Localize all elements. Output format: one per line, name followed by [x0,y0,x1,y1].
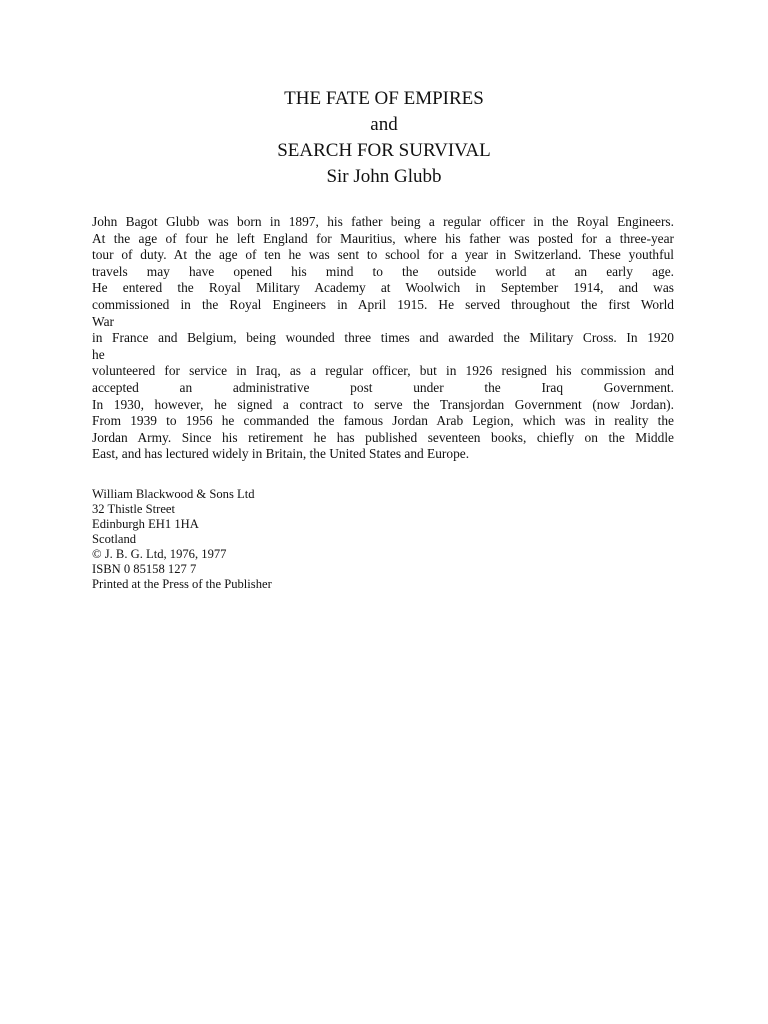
title-conjunction: and [370,114,398,135]
biography-line: At the age of four he left England for Mauritius, where his father was posted for a three-year [92,230,674,246]
author-name: Sir John Glubb [326,166,442,187]
copyright-notice: © J. B. G. Ltd, 1976, 1977 [92,547,227,561]
biography-line: tour of duty. At the age of ten he was sent to school for a year in Switzerland. These youthful [92,247,674,263]
publisher-street: 32 Thistle Street [92,502,176,516]
biography-paragraph [92,214,674,463]
biography-line: From 1939 to 1956 he commanded the famous Jordan Arab Legion, which was in reality the [92,413,674,429]
biography-line: Jordan Army. Since his retirement he has published seventeen books, chiefly on the Middle [92,429,674,445]
publisher-country: Scotland [92,532,137,546]
biography-line: John Bagot Glubb was born in 1897, his father being a regular officer in the Royal Engineers. [92,214,674,229]
publisher-name: William Blackwood & Sons Ltd [92,487,255,501]
book-subtitle: SEARCH FOR SURVIVAL [277,140,491,161]
biography-line: He entered the Royal Military Academy at Woolwich in September 1914, and was [92,280,674,296]
biography-line: travels may have opened his mind to the outside world at an early age. [92,263,674,279]
biography-line: East, and has lectured widely in Britain, the United States and Europe. [92,446,470,462]
biography-line: War [92,313,114,329]
printer-note: Printed at the Press of the Publisher [92,577,272,591]
biography-line: volunteered for service in Iraq, as a regular officer, but in 1926 resigned his commission and [92,363,674,379]
isbn-number: ISBN 0 85158 127 7 [92,562,197,576]
biography-line: he [92,346,105,362]
biography-line: In 1930, however, he signed a contract to serve the Transjordan Government (now Jordan). [92,396,674,412]
biography-line: accepted an administrative post under the Iraq Government. [92,379,674,395]
publisher-imprint [92,487,492,592]
publisher-city: Edinburgh EH1 1HA [92,517,199,531]
biography-line: in France and Belgium, being wounded three times and awarded the Military Cross. In 1920 [92,330,674,346]
book-title: THE FATE OF EMPIRES [284,88,484,109]
biography-line: commissioned in the Royal Engineers in April 1915. He served throughout the first World [92,296,674,312]
title-block [0,86,768,190]
